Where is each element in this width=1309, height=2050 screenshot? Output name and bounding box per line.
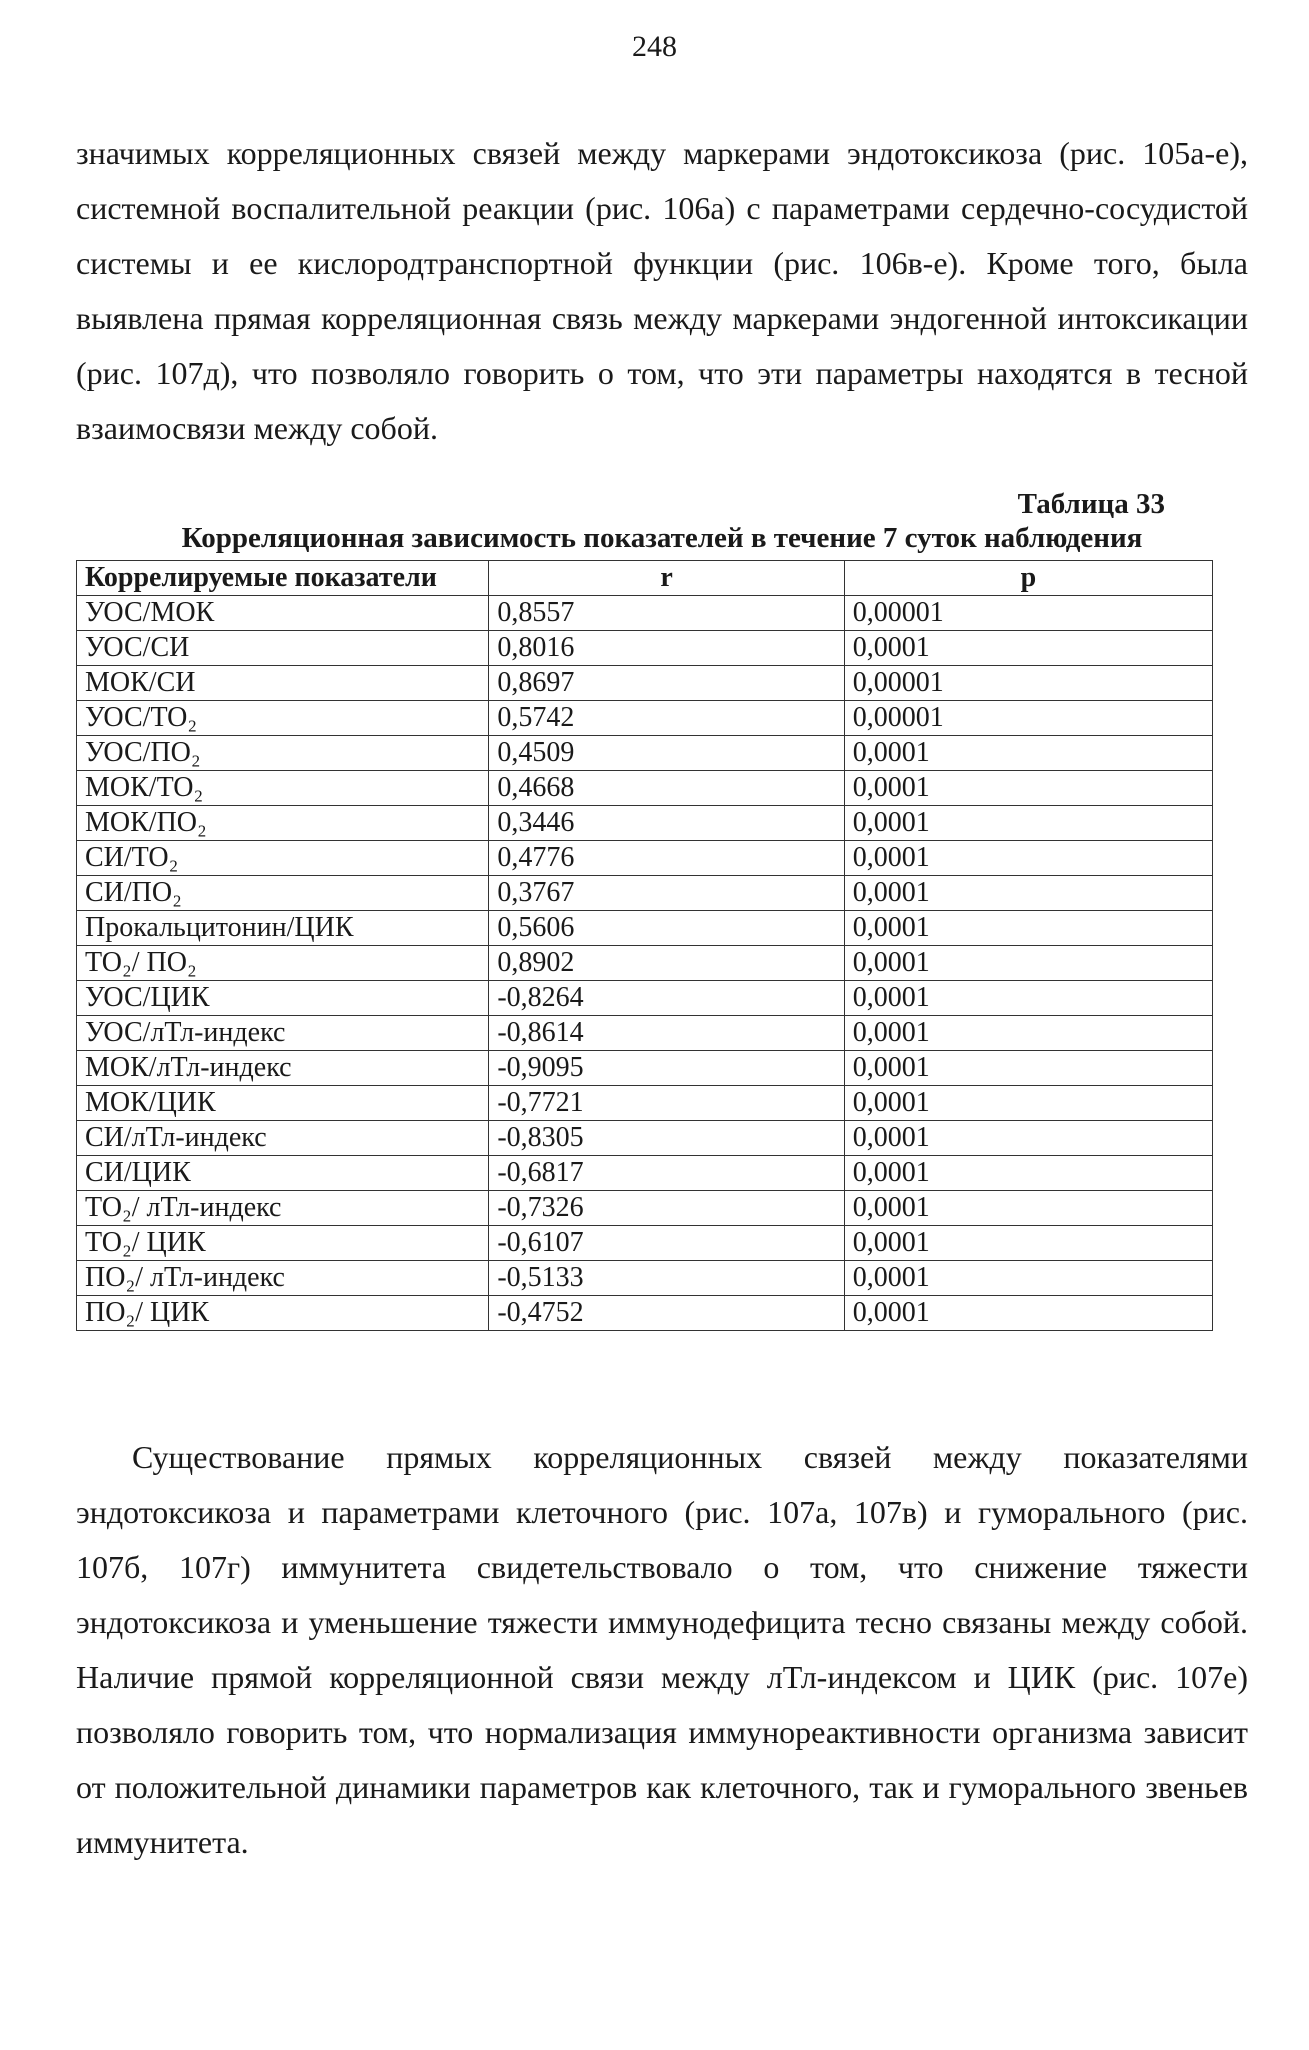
header-indicators: Коррелируемые показатели [77,561,489,596]
cell-r-value: 0,8697 [489,666,844,701]
cell-p-value: 0,0001 [844,1296,1212,1331]
cell-indicator-pair: ТО₂/ ЦИК [77,1226,489,1261]
header-p: p [844,561,1212,596]
cell-p-value: 0,0001 [844,876,1212,911]
cell-p-value: 0,00001 [844,701,1212,736]
table-row [77,1121,1213,1156]
page-number: 248 [632,30,677,63]
cell-r-value: -0,6817 [489,1156,844,1191]
cell-indicator-pair: ТО₂/ ПО₂ [77,946,489,981]
cell-indicator-pair: УОС/ТО₂ [77,701,489,736]
table-row [77,1086,1213,1121]
cell-r-value: 0,4509 [489,736,844,771]
table-row [77,946,1213,981]
cell-r-value: 0,8557 [489,596,844,631]
cell-r-value: -0,6107 [489,1226,844,1261]
cell-p-value: 0,0001 [844,911,1212,946]
cell-r-value: -0,7326 [489,1191,844,1226]
cell-r-value: 0,5606 [489,911,844,946]
cell-indicator-pair: ПО₂/ лТл-индекс [77,1261,489,1296]
table-row [77,596,1213,631]
cell-indicator-pair: Прокальцитонин/ЦИК [77,911,489,946]
cell-p-value: 0,0001 [844,981,1212,1016]
table-row [77,876,1213,911]
cell-p-value: 0,0001 [844,1051,1212,1086]
table-row [77,841,1213,876]
cell-p-value: 0,0001 [844,806,1212,841]
cell-p-value: 0,0001 [844,1261,1212,1296]
table-number: Таблица 33 [1017,488,1165,520]
table-row [77,1156,1213,1191]
cell-r-value: -0,5133 [489,1261,844,1296]
cell-indicator-pair: МОК/ТО₂ [77,771,489,806]
table-row [77,806,1213,841]
cell-r-value: 0,4776 [489,841,844,876]
cell-indicator-pair: СИ/ПО₂ [77,876,489,911]
cell-p-value: 0,00001 [844,596,1212,631]
correlation-table [76,560,1213,1331]
table-row [77,1226,1213,1261]
cell-indicator-pair: СИ/ЦИК [77,1156,489,1191]
cell-indicator-pair: УОС/МОК [77,596,489,631]
cell-r-value: -0,4752 [489,1296,844,1331]
table-row [77,1296,1213,1331]
table-row [77,666,1213,701]
header-r: r [489,561,844,596]
cell-indicator-pair: УОС/СИ [77,631,489,666]
cell-indicator-pair: УОС/лТл-индекс [77,1016,489,1051]
cell-r-value: -0,8264 [489,981,844,1016]
table-row [77,1051,1213,1086]
cell-r-value: -0,7721 [489,1086,844,1121]
cell-r-value: -0,8614 [489,1016,844,1051]
cell-p-value: 0,0001 [844,841,1212,876]
table-row [77,736,1213,771]
cell-p-value: 0,0001 [844,946,1212,981]
cell-indicator-pair: МОК/СИ [77,666,489,701]
paragraph-intro: значимых корреляционных связей между маркерами эндотоксикоза (рис. 105а-е), системной воспалительной реакции (рис. 106а) с параметрами сердечно-сосудистой системы и ее кислородтранспортной функции (рис. 106в-е). Кроме того, была выявлена прямая корреляционная связь между маркерами эндогенной интоксикации (рис. 107д), что позволяло говорить о том, что эти параметры находятся в тесной взаимосвязи между собой. [76,135,1248,446]
table-row [77,1261,1213,1296]
cell-indicator-pair: МОК/лТл-индекс [77,1051,489,1086]
table-row [77,701,1213,736]
cell-p-value: 0,0001 [844,1086,1212,1121]
cell-indicator-pair: МОК/ПО₂ [77,806,489,841]
cell-indicator-pair: УОС/ЦИК [77,981,489,1016]
cell-p-value: 0,0001 [844,1226,1212,1261]
cell-r-value: 0,5742 [489,701,844,736]
cell-p-value: 0,0001 [844,736,1212,771]
table-row [77,771,1213,806]
table-row [77,1016,1213,1051]
table-row [77,1191,1213,1226]
cell-p-value: 0,00001 [844,666,1212,701]
table-row [77,981,1213,1016]
cell-p-value: 0,0001 [844,1191,1212,1226]
cell-r-value: 0,4668 [489,771,844,806]
cell-r-value: 0,3767 [489,876,844,911]
cell-indicator-pair: ТО₂/ лТл-индекс [77,1191,489,1226]
cell-p-value: 0,0001 [844,771,1212,806]
table-title: Корреляционная зависимость показателей в течение 7 суток наблюдения [181,522,1143,554]
cell-indicator-pair: СИ/лТл-индекс [77,1121,489,1156]
cell-indicator-pair: УОС/ПО₂ [77,736,489,771]
cell-p-value: 0,0001 [844,631,1212,666]
cell-p-value: 0,0001 [844,1016,1212,1051]
cell-r-value: -0,9095 [489,1051,844,1086]
cell-indicator-pair: СИ/ТО₂ [77,841,489,876]
cell-indicator-pair: ПО₂/ ЦИК [77,1296,489,1331]
cell-p-value: 0,0001 [844,1156,1212,1191]
table-header-row [77,561,1213,596]
cell-r-value: 0,8016 [489,631,844,666]
table-row [77,631,1213,666]
cell-indicator-pair: МОК/ЦИК [77,1086,489,1121]
cell-r-value: 0,3446 [489,806,844,841]
cell-r-value: 0,8902 [489,946,844,981]
cell-p-value: 0,0001 [844,1121,1212,1156]
paragraph-conclusion: Существование прямых корреляционных связей между показателями эндотоксикоза и параметрами клеточного (рис. 107а, 107в) и гуморального (рис. 107б, 107г) иммунитета свидетельствовало о том, что снижение тяжести эндотоксикоза и уменьшение тяжести иммунодефицита тесно связаны между собой. Наличие прямой корреляционной связи между лТл-индексом и ЦИК (рис. 107е) позволяло говорить том, что нормализация иммунореактивности организма зависит от положительной динамики параметров как клеточного, так и гуморального звеньев иммунитета. [76,1439,1248,1860]
table-row [77,911,1213,946]
table-body [77,596,1213,1331]
cell-r-value: -0,8305 [489,1121,844,1156]
